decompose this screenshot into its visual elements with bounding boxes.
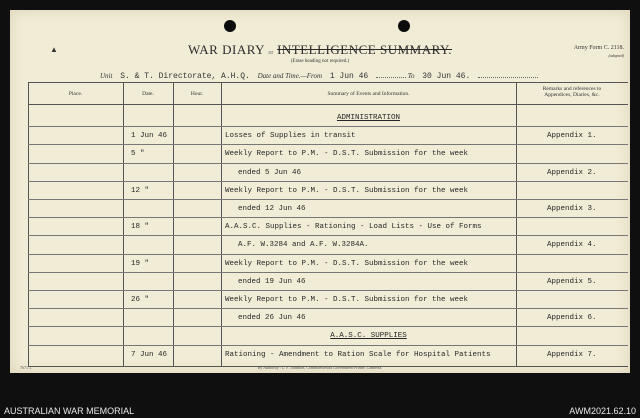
- title-struck: INTELLIGENCE SUMMARY.: [277, 42, 453, 57]
- row-rule: [28, 217, 628, 218]
- row-rule: [28, 326, 628, 327]
- to-label: To: [407, 72, 415, 80]
- from-value: 1 Jun 46: [329, 72, 369, 81]
- row-rule: [28, 126, 628, 127]
- row-rule: [28, 345, 628, 346]
- footer-code: 7671.1.: [20, 365, 32, 370]
- header-summary: Summary of Events and Information.: [327, 91, 410, 97]
- row-summary: A.A.S.C. Supplies - Rationing - Load Lists - Use of Forms: [225, 223, 482, 232]
- accession-number: AWM2021.62.10: [569, 406, 636, 416]
- header-rule: [28, 104, 628, 105]
- footer-printer: By Authority : L. F. Johnston, Commonwealth Government Printer, Canberra.: [257, 365, 383, 370]
- row-remarks: Appendix 3.: [547, 205, 597, 213]
- header-remarks: [516, 86, 628, 98]
- header-date: Date.: [142, 91, 154, 97]
- title-main: WAR DIARY: [187, 42, 265, 57]
- row-summary: ended 19 Jun 46: [238, 277, 306, 286]
- row-summary: Rationing - Amendment to Ration Scale for Hospital Patients: [225, 350, 491, 359]
- row-remarks: Appendix 7.: [547, 350, 597, 359]
- row-date: 26 ": [131, 296, 150, 304]
- archive-caption: AUSTRALIAN WAR MEMORIAL: [4, 406, 135, 416]
- row-date: 5 ": [131, 150, 145, 159]
- title-or: or: [268, 50, 274, 56]
- row-rule: [28, 290, 628, 291]
- header-place: Place.: [68, 91, 83, 97]
- row-summary: A.F. W.3284 and A.F. W.3284A.: [238, 241, 369, 250]
- row-rule: [28, 272, 628, 273]
- row-date: 18 ": [131, 223, 150, 232]
- row-summary: Losses of Supplies in transit: [225, 132, 356, 141]
- to-value: 30 Jun 46.: [422, 72, 471, 81]
- form-number: Army Form C. 2118.: [573, 45, 624, 51]
- punch-hole-right: [398, 20, 410, 32]
- row-rule: [28, 254, 628, 255]
- date-label: Date and Time.—From: [257, 72, 323, 80]
- unit-label: Unit: [100, 72, 113, 80]
- punch-hole-left: [224, 20, 236, 32]
- row-date: 7 Jun 46: [131, 350, 168, 359]
- diary-sheet: [10, 10, 630, 373]
- row-date: 1 Jun 46: [131, 132, 168, 141]
- row-rule: [28, 235, 628, 236]
- diary-table: [28, 82, 628, 367]
- title-subtitle: (Erase heading not required.): [290, 59, 350, 64]
- row-remarks: Appendix 1.: [547, 132, 597, 141]
- row-rule: [28, 144, 628, 145]
- row-date: 12 ": [131, 186, 150, 195]
- section-heading: ADMINISTRATION: [336, 114, 400, 122]
- row-summary: Weekly Report to P.M. - D.S.T. Submission for the week: [225, 259, 469, 268]
- header-hour: Hour.: [190, 91, 204, 97]
- row-rule: [28, 199, 628, 200]
- army-form-label: [574, 44, 624, 60]
- row-remarks: Appendix 5.: [547, 277, 597, 286]
- unit-line: [100, 72, 538, 81]
- row-remarks: Appendix 4.: [547, 241, 597, 250]
- row-summary: Weekly Report to P.M. - D.S.T. Submission for the week: [225, 150, 469, 159]
- row-rule: [28, 181, 628, 182]
- row-rule: [28, 308, 628, 309]
- row-summary: Weekly Report to P.M. - D.S.T. Submission for the week: [225, 296, 469, 304]
- arrow-mark-icon: ▲: [50, 45, 58, 54]
- form-note: (adapted): [608, 53, 624, 58]
- document-title: [10, 42, 630, 58]
- row-remarks: Appendix 6.: [547, 314, 597, 323]
- row-summary: ended 5 Jun 46: [238, 168, 302, 177]
- row-summary: Weekly Report to P.M. - D.S.T. Submission for the week: [225, 186, 469, 195]
- row-summary: ended 26 Jun 46: [238, 314, 306, 323]
- row-rule: [28, 163, 628, 164]
- row-summary: ended 12 Jun 46: [238, 205, 306, 213]
- header-remarks-line1: Remarks and references to: [542, 86, 602, 92]
- unit-value: S. & T. Directorate, A.H.Q.: [120, 72, 250, 81]
- header-remarks-line2: Appendices, Diaries, &c.: [544, 92, 600, 98]
- section-heading: A.A.S.C. SUPPLIES: [330, 332, 407, 341]
- row-date: 19 ": [131, 259, 150, 268]
- row-remarks: Appendix 2.: [547, 168, 597, 177]
- dotted-fill: [478, 76, 538, 78]
- dotted-fill: [376, 76, 406, 78]
